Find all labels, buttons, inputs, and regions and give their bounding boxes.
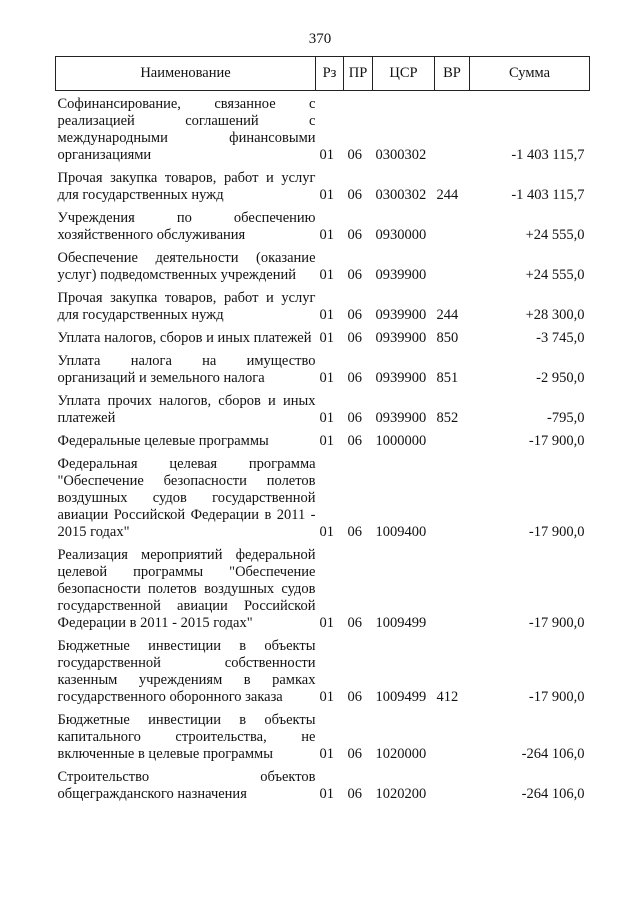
cell-csr: 0939900 xyxy=(375,330,427,346)
cell-name: Прочая закупка товаров, работ и услуг для государственных нужд xyxy=(57,290,316,323)
cell-name: Обеспечение деятельности (оказание услуг) подведомственных учреждений xyxy=(57,250,316,283)
cell-pr: 06 xyxy=(347,433,362,449)
cell-rz: 01 xyxy=(319,410,334,426)
cell-rz: 01 xyxy=(319,267,334,283)
cell-rz: 01 xyxy=(319,524,334,540)
table-row xyxy=(56,545,590,636)
header-vr: ВР xyxy=(435,57,470,91)
cell-rz: 01 xyxy=(319,147,334,163)
cell-pr: 06 xyxy=(347,689,362,705)
budget-table xyxy=(55,56,590,807)
cell-csr: 1009499 xyxy=(375,689,427,705)
table-row xyxy=(56,454,590,545)
table-row xyxy=(56,91,590,169)
cell-rz: 01 xyxy=(319,187,334,203)
cell-csr: 1000000 xyxy=(375,433,427,449)
cell-sum: -2 950,0 xyxy=(536,370,585,386)
cell-rz: 01 xyxy=(319,370,334,386)
table-row xyxy=(56,391,590,431)
cell-vr xyxy=(435,710,470,767)
cell-pr: 06 xyxy=(347,615,362,631)
cell-sum: +24 555,0 xyxy=(525,267,585,283)
header-sum: Сумма xyxy=(470,57,590,91)
cell-sum: -17 900,0 xyxy=(528,689,585,705)
cell-name: Уплата налога на имущество организаций и земельного налога xyxy=(57,353,316,386)
cell-csr: 0930000 xyxy=(375,227,427,243)
cell-rz: 01 xyxy=(319,227,334,243)
cell-sum: +24 555,0 xyxy=(525,227,585,243)
cell-csr: 0939900 xyxy=(375,410,427,426)
cell-sum: -795,0 xyxy=(547,410,585,426)
cell-pr: 06 xyxy=(347,370,362,386)
table-row xyxy=(56,288,590,328)
cell-pr: 06 xyxy=(347,524,362,540)
table-row xyxy=(56,767,590,807)
cell-pr: 06 xyxy=(347,267,362,283)
cell-name: Софинансирование, связанное с реализацией соглашений с международными финансовыми организациями xyxy=(57,96,316,163)
cell-rz: 01 xyxy=(319,330,334,346)
table-row xyxy=(56,710,590,767)
cell-sum: -1 403 115,7 xyxy=(511,187,585,203)
cell-name: Федеральная целевая программа "Обеспечение безопасности полетов воздушных судов государственной авиации Российской Федерации в 2011 - 2015 годах" xyxy=(57,456,316,540)
page-number: 370 xyxy=(308,31,332,47)
cell-csr: 1009400 xyxy=(375,524,427,540)
cell-csr: 0300302 xyxy=(375,187,427,203)
cell-name: Прочая закупка товаров, работ и услуг для государственных нужд xyxy=(57,170,316,203)
cell-sum: -1 403 115,7 xyxy=(511,147,585,163)
table-row xyxy=(56,351,590,391)
cell-name: Строительство объектов общегражданского назначения xyxy=(57,769,316,802)
cell-pr: 06 xyxy=(347,330,362,346)
cell-rz: 01 xyxy=(319,433,334,449)
cell-rz: 01 xyxy=(319,746,334,762)
cell-vr: 244 xyxy=(436,307,459,323)
cell-csr: 0300302 xyxy=(375,147,427,163)
table-row xyxy=(56,328,590,351)
cell-name: Уплата налогов, сборов и иных платежей xyxy=(57,330,312,346)
cell-pr: 06 xyxy=(347,227,362,243)
header-csr: ЦСР xyxy=(373,57,435,91)
cell-name: Уплата прочих налогов, сборов и иных платежей xyxy=(57,393,316,426)
cell-sum: -264 106,0 xyxy=(521,786,585,802)
header-pr: ПР xyxy=(344,57,373,91)
table-row xyxy=(56,248,590,288)
cell-vr: 852 xyxy=(436,410,459,426)
cell-vr xyxy=(435,454,470,545)
cell-pr: 06 xyxy=(347,410,362,426)
cell-sum: -17 900,0 xyxy=(528,615,585,631)
cell-pr: 06 xyxy=(347,147,362,163)
cell-rz: 01 xyxy=(319,689,334,705)
cell-rz: 01 xyxy=(319,615,334,631)
header-name: Наименование xyxy=(56,57,316,91)
table-body xyxy=(56,91,590,808)
cell-csr: 0939900 xyxy=(375,370,427,386)
table-header-row xyxy=(56,57,590,91)
cell-vr xyxy=(435,248,470,288)
cell-vr xyxy=(435,431,470,454)
cell-pr: 06 xyxy=(347,746,362,762)
cell-csr: 1020200 xyxy=(375,786,427,802)
cell-name: Реализация мероприятий федеральной целевой программы "Обеспечение безопасности полетов воздушных судов государственной авиации Российской Федерации в 2011 - 2015 годах" xyxy=(57,547,316,631)
table-row xyxy=(56,431,590,454)
cell-sum: -264 106,0 xyxy=(521,746,585,762)
cell-vr xyxy=(435,767,470,807)
table-row xyxy=(56,636,590,710)
cell-name: Учреждения по обеспечению хозяйственного обслуживания xyxy=(57,210,316,243)
cell-sum: -17 900,0 xyxy=(528,524,585,540)
cell-csr: 1009499 xyxy=(375,615,427,631)
cell-vr: 850 xyxy=(436,330,459,346)
cell-sum: -3 745,0 xyxy=(536,330,585,346)
cell-csr: 1020000 xyxy=(375,746,427,762)
cell-pr: 06 xyxy=(347,187,362,203)
table-row xyxy=(56,208,590,248)
cell-sum: -17 900,0 xyxy=(528,433,585,449)
cell-vr xyxy=(435,545,470,636)
cell-vr xyxy=(435,208,470,248)
cell-csr: 0939900 xyxy=(375,307,427,323)
cell-name: Бюджетные инвестиции в объекты капитального строительства, не включенные в целевые программы xyxy=(57,712,316,762)
cell-pr: 06 xyxy=(347,307,362,323)
cell-pr: 06 xyxy=(347,786,362,802)
cell-rz: 01 xyxy=(319,786,334,802)
cell-vr xyxy=(435,91,470,169)
cell-csr: 0939900 xyxy=(375,267,427,283)
cell-name: Федеральные целевые программы xyxy=(57,433,269,449)
cell-rz: 01 xyxy=(319,307,334,323)
cell-vr: 412 xyxy=(436,689,459,705)
table-row xyxy=(56,168,590,208)
cell-sum: +28 300,0 xyxy=(525,307,585,323)
cell-vr: 851 xyxy=(436,370,459,386)
cell-name: Бюджетные инвестиции в объекты государственной собственности казенным учреждениям в рамках государственного оборонного заказа xyxy=(57,638,316,705)
header-rz: Рз xyxy=(316,57,344,91)
cell-vr: 244 xyxy=(436,187,459,203)
